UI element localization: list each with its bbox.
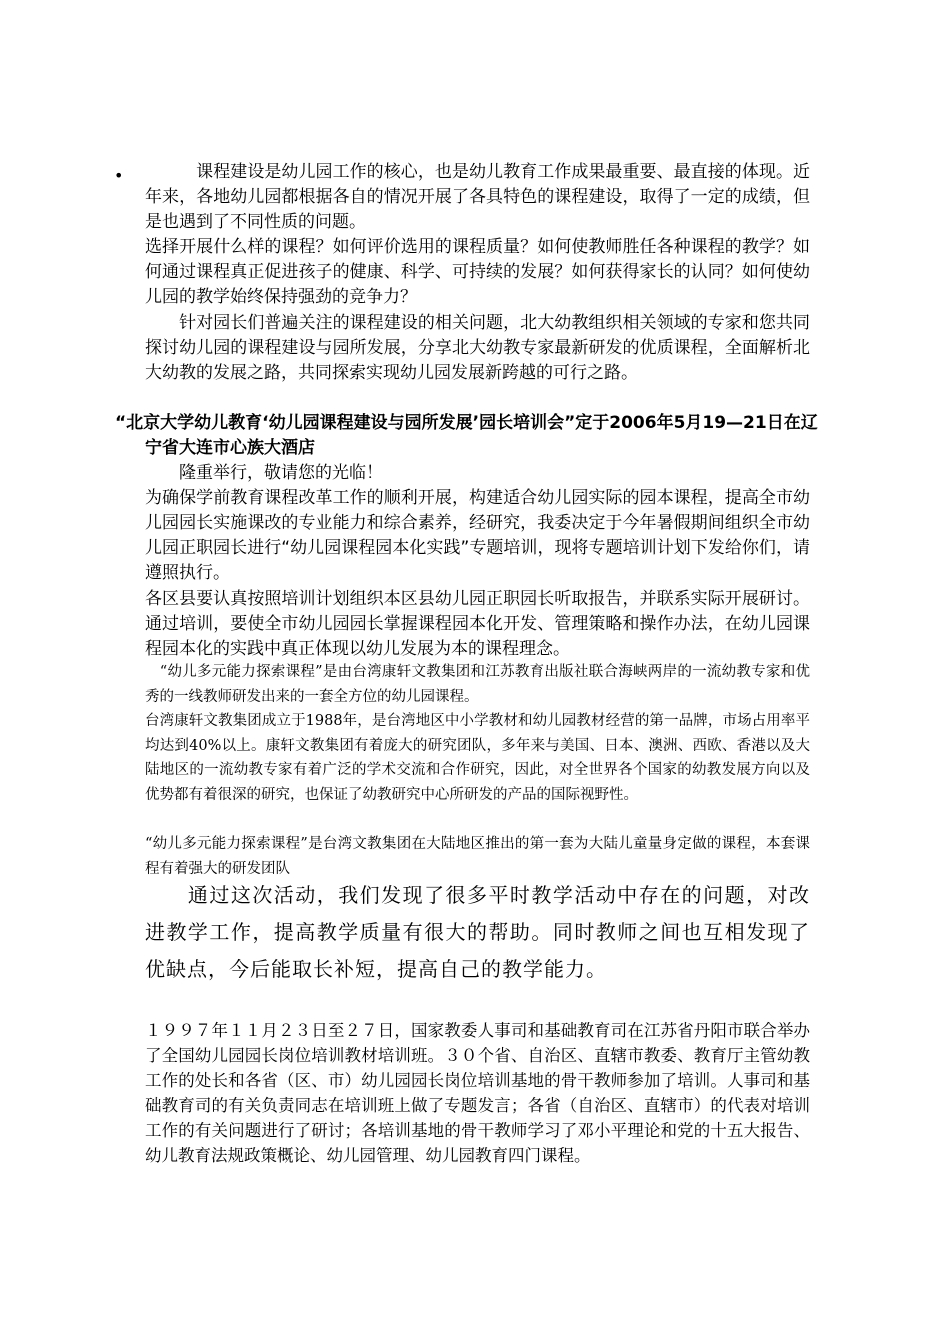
paragraph-invitation: 隆重举行，敬请您的光临！: [145, 463, 383, 483]
paragraph-course-importance: 课程建设是幼儿园工作的核心，也是幼儿教育工作成果最重要、最直接的体现。近年来，各地幼儿园都根据各自的情况开展了各具特色的课程建设，取得了一定的成绩，但是也遇到了不同性质的问题。: [145, 162, 810, 232]
paragraph-curriculum-reform: 为确保学前教育课程改革工作的顺利开展，构建适合幼儿园实际的园本课程，提高全市幼儿园园长实施课改的专业能力和综合素养，经研究，我委决定于今年暑假期间组织全市幼儿园正职园长进行“幼儿园课程园本化实践”专题培训，现将专题培训计划下发给你们，请遵照执行。: [145, 488, 810, 583]
paragraph-questions: 选择开展什么样的课程？如何评价选用的课程质量？如何使教师胜任各种课程的教学？如何通过课程真正促进孩子的健康、科学、可持续的发展？如何获得家长的认同？如何使幼儿园的教学始终保持强劲的竞争力？: [145, 237, 810, 307]
paragraph-district-training: 各区县要认真按照培训计划组织本区县幼儿园正职园长听取报告，并联系实际开展研讨。通过培训，要使全市幼儿园园长掌握课程园本化开发、管理策略和操作办法，在幼儿园课程园本化的实践中真正体现以幼儿发展为本的课程理念。: [145, 589, 810, 659]
paragraph-activity-reflection: 通过这次活动，我们发现了很多平时教学活动中存在的问题，对改进教学工作，提高教学质量有很大的帮助。同时教师之间也互相发现了优缺点，今后能取长补短，提高自己的教学能力。: [145, 883, 810, 981]
paragraph-1997-training: １９９７年１１月２３日至２７日，国家教委人事司和基础教育司在江苏省丹阳市联合举办了全国幼儿园园长岗位培训教材培训班。３０个省、自治区、直辖市教委、教育厅主管幼教工作的处长和各省（区、市）幼儿园园长岗位培训基地的骨干教师参加了培训。人事司和基础教育司的有关负责同志在培训班上做了专题发言；各省（自治区、直辖市）的代表对培训工作的有关问题进行了研讨；各培训基地的骨干教师学习了邓小平理论和党的十五大报告、幼儿教育法规政策概论、幼儿园管理、幼儿园教育四门课程。: [145, 1021, 810, 1165]
bullet-marker: •: [114, 166, 124, 185]
paragraph-pku-experts: 针对园长们普遍关注的课程建设的相关问题，北大幼教组织相关领域的专家和您共同探讨幼儿园的课程建设与园所发展，分享北大幼教专家最新研发的优质课程，全面解析北大幼教的发展之路，共同探索实现幼儿园发展新跨越的可行之路。: [145, 313, 810, 383]
paragraph-multi-ability-course: “幼儿多元能力探索课程”是由台湾康轩文教集团和江苏教育出版社联合海峡两岸的一流幼教专家和优秀的一线教师研发出来的一套全方位的幼儿园课程。: [145, 664, 810, 705]
paragraph-course-for-mainland: “幼儿多元能力探索课程”是台湾文教集团在大陆地区推出的第一套为大陆儿童量身定做的课程，本套课程有着强大的研发团队: [145, 836, 810, 877]
training-heading: “北京大学幼儿教育‘幼儿园课程建设与园所发展’园长培训会”定于2006年5月19—21日在辽宁省大连市心族大酒店: [115, 413, 818, 458]
paragraph-kangxuan-group: 台湾康轩文教集团成立于1988年，是台湾地区中小学教材和幼儿园教材经营的第一品牌，市场占用率平均达到40%以上。康轩文教集团有着庞大的研究团队，多年来与美国、日本、澳洲、西欧、香港以及大陆地区的一流幼教专家有着广泛的学术交流和合作研究，因此，对全世界各个国家的幼教发展方向以及优势都有着很深的研究，也保证了幼教研究中心所研发的产品的国际视野性。: [145, 713, 810, 803]
